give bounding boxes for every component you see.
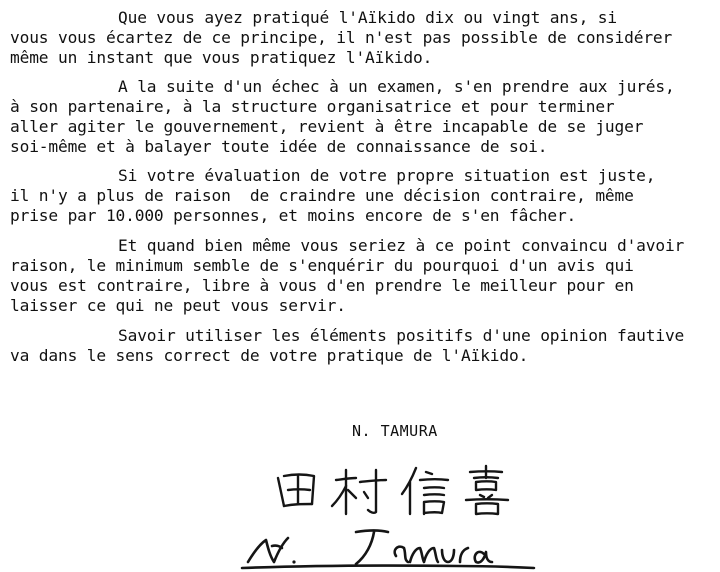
paragraph-line: Et quand bien même vous seriez à ce point convaincu d'avoir [118, 236, 685, 255]
paragraph-line: même un instant que vous pratiquez l'Aïkido. [10, 48, 433, 67]
handwritten-signature [238, 522, 538, 572]
paragraph-line: Si votre évaluation de votre propre situation est juste, [118, 166, 656, 185]
kanji-ta-glyph [278, 475, 314, 507]
kanji-signature [270, 462, 530, 518]
paragraph-line: vous est contraire, libre à vous d'en prendre le meilleur pour en [10, 276, 634, 295]
paragraph-line: à son partenaire, à la structure organisatrice et pour terminer [10, 97, 615, 116]
paragraph-line: aller agiter le gouvernement, revient à être incapable de se juger [10, 117, 644, 136]
paragraph-line: raison, le minimum semble de s'enquérir du pourquoi d'un avis qui [10, 256, 634, 275]
paragraph-line: A la suite d'un échec à un examen, s'en prendre aux jurés, [118, 77, 675, 96]
paragraph-line: Que vous ayez pratiqué l'Aïkido dix ou vingt ans, si [118, 8, 617, 27]
kanji-ki-glyph [466, 466, 508, 514]
paragraph-line: soi-même et à balayer toute idée de connaissance de soi. [10, 137, 548, 156]
paragraph-line: vous vous écartez de ce principe, il n'est pas possible de considérer [10, 28, 673, 47]
signature-name: N. TAMURA [352, 422, 438, 440]
paragraph-line: laisser ce qui ne peut vous servir. [10, 296, 346, 315]
kanji-mura-glyph [332, 470, 386, 514]
kanji-shin-glyph [402, 468, 448, 514]
paragraph-line: va dans le sens correct de votre pratique de l'Aïkido. [10, 346, 529, 365]
paragraph-line: Savoir utiliser les éléments positifs d'une opinion fautive [118, 326, 685, 345]
paragraph-line: prise par 10.000 personnes, et moins encore de s'en fâcher. [10, 206, 577, 225]
paragraph-line: il n'y a plus de raison de craindre une décision contraire, même [10, 186, 634, 205]
